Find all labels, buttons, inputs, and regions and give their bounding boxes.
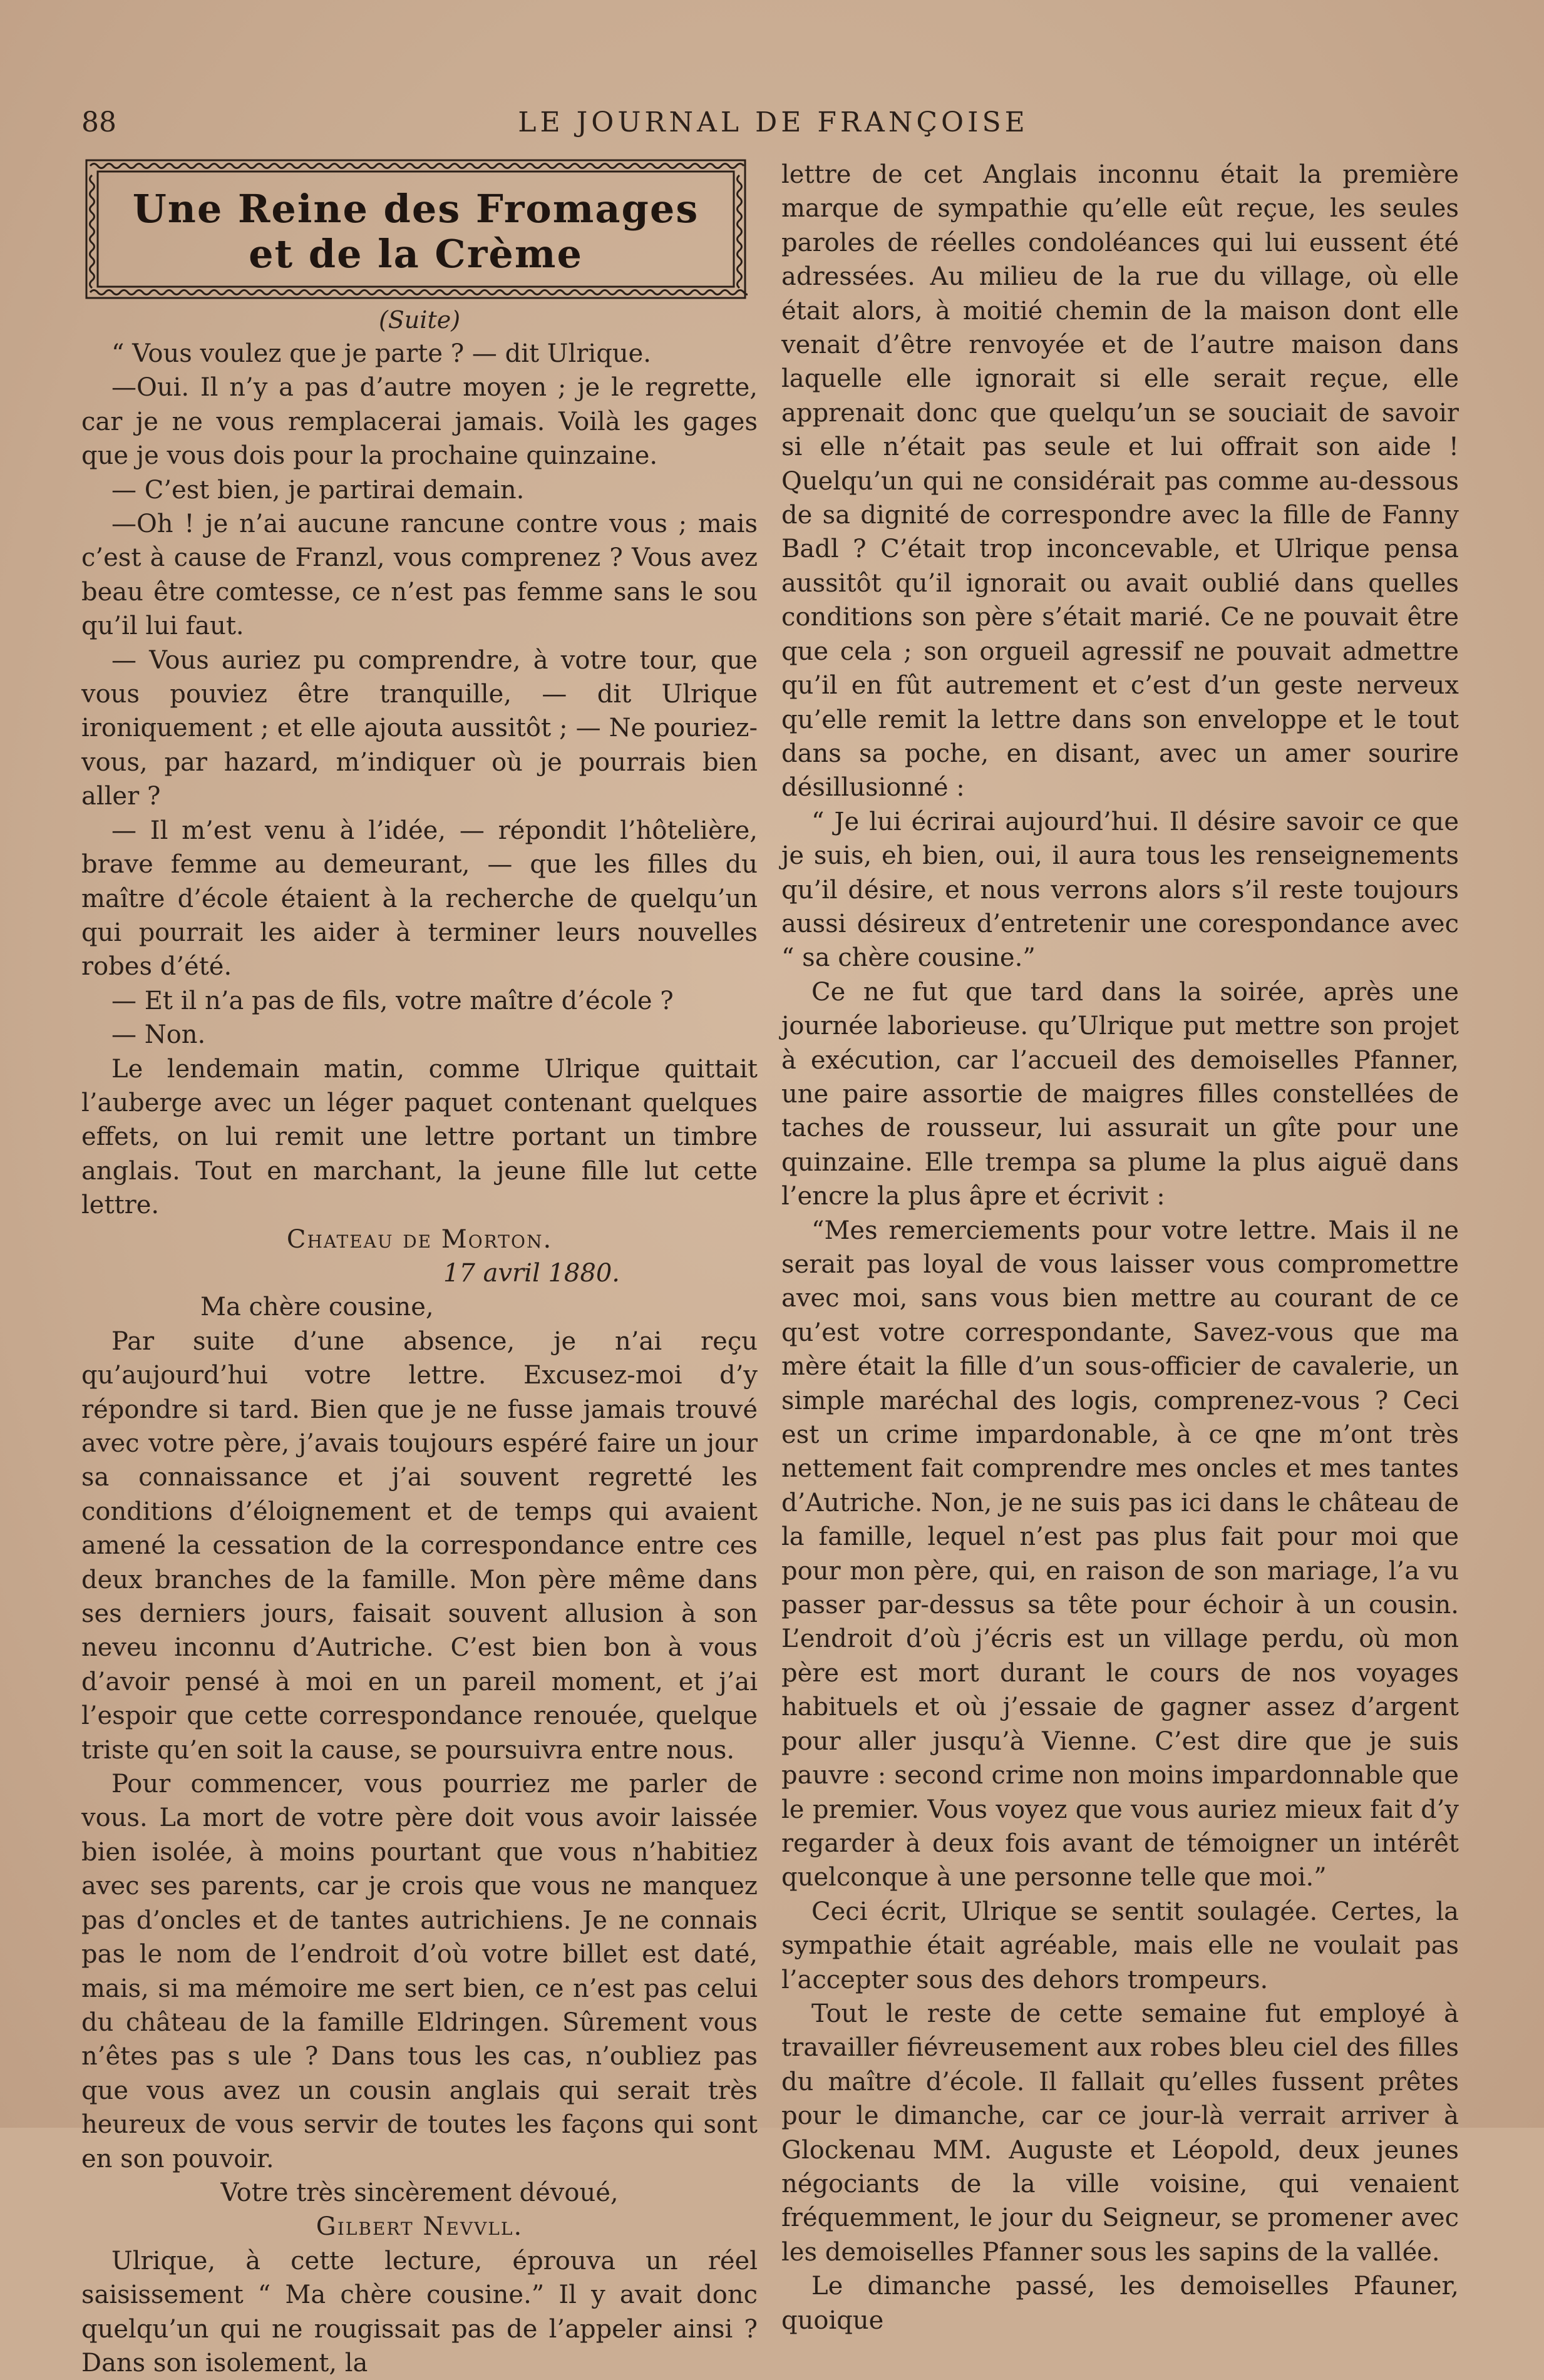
paragraph: — Non.: [111, 1020, 206, 1050]
paragraph: — Il m’est venu à l’idée, — répondit l’hôtelière, brave femme au demeurant, — que les filles du maître d’école étaient à la recherche de quelqu’un qui pourrait les aider à terminer leurs nouvelles robes d’été.: [81, 816, 758, 982]
suite-label: (Suite): [378, 306, 461, 334]
paragraph: — Et il n’a pas de fils, votre maître d’école ?: [111, 986, 674, 1015]
paragraph: “ Je lui écrirai aujourd’hui. Il désire savoir ce que je suis, eh bien, oui, il aura tous les renseignements qu’il désire, et nous verrons alors s’il reste toujours aussi désireux d’entretenir une corespondance avec “ sa chère cousine.”: [781, 807, 1459, 973]
running-title: LE JOURNAL DE FRANÇOISE: [518, 106, 1029, 138]
left-column: [81, 158, 758, 2380]
letter-salutation: Ma chère cousine,: [200, 1293, 434, 1322]
paragraph: Tout le reste de cette semaine fut employé à travailler fiévreusement aux robes bleu ciel des filles du maître d’école. Il fallait qu’elles fussent prêtes pour le dimanche, car ce jour-là verrait arriver à Glockenau MM. Auguste et Léopold, deux jeunes négociants de la ville voisine, qui venaient fréquemment, le jour du Seigneur, se promener avec les demoiselles Pfanner sous les sapins de la vallée.: [781, 1999, 1459, 2267]
paragraph: — Vous auriez pu comprendre, à votre tour, que vous pouviez être tranquille, — dit Ulrique ironiquement ; et elle ajouta aussitôt ; — Ne pouriez-vous, par hazard, m’indiquer où je pourrais bien aller ?: [81, 645, 758, 811]
right-column: [781, 158, 1459, 2337]
article-title-box: [84, 158, 748, 300]
paragraph: — C’est bien, je partirai demain.: [111, 475, 525, 505]
paragraph: Ce ne fut que tard dans la soirée, après une journée laborieuse. qu’Ulrique put mettre son projet à exécution, car l’accueil des demoiselles Pfanner, une paire assortie de maigres filles constellées de taches de rousseur, lui assurait un gîte pour une quinzaine. Elle trempa sa plume la plus aiguë dans l’encre la plus âpre et écrivit :: [781, 977, 1459, 1211]
paragraph: —Oui. Il n’y a pas d’autre moyen ; je le regrette, car je ne vous remplacerai jamais. Voilà les gages que je vous dois pour la prochaine quinzaine.: [81, 373, 758, 471]
letter-place: Chateau de Morton.: [286, 1224, 553, 1254]
letter-closing: Votre très sincèrement dévoué,: [220, 2178, 619, 2207]
letter-date: 17 avril 1880.: [443, 1258, 620, 1288]
page-number: 88: [81, 106, 116, 138]
letter-signature: Gilbert Nevvll.: [316, 2212, 523, 2242]
article-title-line-2: et de la Crème: [249, 231, 583, 277]
page-header: [81, 106, 1465, 156]
article-title-line-1: Une Reine des Fromages: [132, 186, 699, 232]
paragraph: Pour commencer, vous pourriez me parler de vous. La mort de votre père doit vous avoir laissée bien isolée, à moins pourtant que vous n’habitiez avec ses parents, car je crois que vous ne manquez pas d’oncles et de tantes autrichiens. Je ne connais pas le nom de l’endroit d’où votre billet est daté, mais, si ma mémoire me sert bien, ce n’est pas celui du château de la famille Eldringen. Sûrement vous n’êtes pas s ule ? Dans tous les cas, n’oubliez pas que vous avez un cousin anglais qui serait très heureux de vous servir de toutes les façons qui sont en son pouvoir.: [81, 1770, 758, 2173]
paragraph: “ Vous voulez que je parte ? — dit Ulrique.: [111, 339, 651, 368]
article-title: [84, 187, 748, 277]
paragraph: Le dimanche passé, les demoiselles Pfauner, quoique: [781, 2272, 1459, 2335]
paragraph: Ceci écrit, Ulrique se sentit soulagée. Certes, la sympathie était agréable, mais elle ne voulait pas l’accepter sous des dehors trompeurs.: [781, 1897, 1459, 1994]
paragraph: Par suite d’une absence, je n’ai reçu qu’aujourd’hui votre lettre. Excusez-moi d’y répondre si tard. Bien que je ne fusse jamais trouvé avec votre père, j’avais toujours espéré faire un jour sa connaissance et j’ai souvent regretté les conditions d’éloignement et de temps qui avaient amené la cessation de la correspondance entre ces deux branches de la famille. Mon père même dans ses derniers jours, faisait souvent allusion à son neveu inconnu d’Autriche. C’est bien bon à vous d’avoir pensé à moi en un pareil moment, et j’ai l’espoir que cette correspondance renouée, quelque triste qu’en soit la cause, se poursuivra entre nous.: [81, 1326, 758, 1765]
paragraph: Ulrique, à cette lecture, éprouva un réel saisissement “ Ma chère cousine.” Il y avait donc quelqu’un qui ne rougissait pas de l’appeler ainsi ? Dans son isolement, la: [81, 2246, 758, 2377]
paragraph: lettre de cet Anglais inconnu était la première marque de sympathie qu’elle eût reçue, les seules paroles de réelles condoléances qui lui eussent été adressées. Au milieu de la rue du village, où elle était alors, à moitié chemin de la maison dont elle venait d’être renvoyée et de l’autre maison dans laquelle elle ignorait si elle serait reçue, elle apprenait donc que quelqu’un se souciait de savoir si elle n’était pas seule et lui offrait son aide ! Quelqu’un qui ne considérait pas comme au-dessous de sa dignité de correspondre avec la fille de Fanny Badl ? C’était trop inconcevable, et Ulrique pensa aussitôt qu’il ignorait ou avait oublié dans quelles conditions son père s’était marié. Ce ne pouvait être que cela ; son orgueil agressif ne pouvait admettre qu’il en fût autrement et c’est d’un geste nerveux qu’elle remit la lettre dans son enveloppe et le tout dans sa poche, en disant, avec un amer sourire désillusionné :: [781, 160, 1459, 803]
paragraph: Le lendemain matin, comme Ulrique quittait l’auberge avec un léger paquet contenant quelques effets, on lui remit une lettre portant un timbre anglais. Tout en marchant, la jeune fille lut cette lettre.: [81, 1054, 758, 1220]
paragraph: —Oh ! je n’ai aucune rancune contre vous ; mais c’est à cause de Franzl, vous comprenez ? Vous avez beau être comtesse, ce n’est pas femme sans le sou qu’il lui faut.: [81, 510, 758, 641]
paragraph: “Mes remerciements pour votre lettre. Mais il ne serait pas loyal de vous laisser vous compromettre avec moi, sans vous bien mettre au courant de ce qu’est votre correspondante, Savez-vous que ma mère était la fille d’un sous-officier de cavalerie, un simple maréchal des logis, comprenez-vous ? Ceci est un crime impardonable, à ce qne m’ont très nettement fait comprendre mes oncles et mes tantes d’Autriche. Non, je ne suis pas ici dans le château de la famille, lequel n’est pas plus fait pour moi que pour mon père, qui, en raison de son mariage, l’a vu passer par-dessus sa tête pour échoir à un cousin. L’endroit d’où j’écris est un village perdu, où mon père est mort durant le cours de nos voyages habituels et où j’essaie de gagner assez d’argent pour aller jusqu’à Vienne. C’est dire que je suis pauvre : second crime non moins impardonnable que le premier. Vous voyez que vous auriez mieux fait d’y regarder à deux fois avant de témoigner un intérêt quelconque à une personne telle que moi.”: [781, 1216, 1459, 1892]
